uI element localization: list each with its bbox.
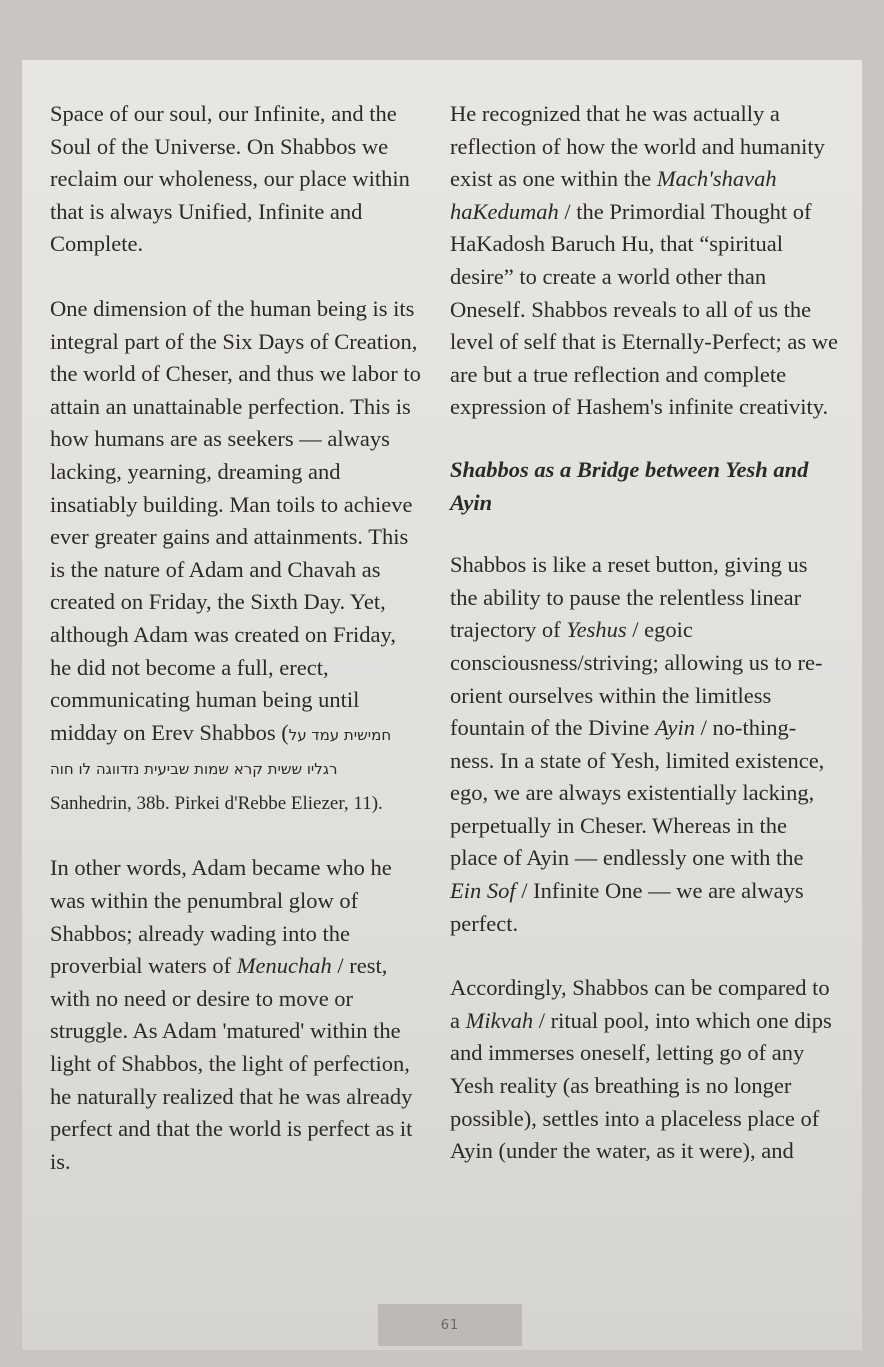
paragraph-text: / ritual pool, into which one dips and immerses oneself, letting go of any Yesh reality (as breathing is no longer possible), settles into a placeless place of Ayin (under the water, as it were), and — [450, 1007, 832, 1164]
paragraph-text: Accordingly, Shabbos can be compared to a — [450, 975, 830, 1033]
italic-term: Menuchah — [236, 953, 332, 979]
paragraph-text: / the Primordial Thought of HaKadosh Baruch Hu, that “spiritual desire” to create a world other than Oneself. Shabbos reveals to all of us the level of self that is Eternally-Perfect; as we are but a true reflection and complete expression of Hashem's infinite creativity. — [450, 198, 838, 420]
source-citation: Sanhedrin, 38b. Pirkei d'Rebbe Eliezer, 11). — [50, 792, 383, 814]
paragraph-text: / rest, with no need or desire to move or struggle. As Adam 'matured' within the light of Shabbos, the light of perfection, he naturally realized that he was already perfect and that the world is perfect as it is. — [50, 953, 413, 1174]
paragraph — [450, 972, 840, 1168]
paragraph-text: In other words, Adam became who he was within the penumbral glow of Shabbos; already wading into the proverbial waters of — [50, 855, 392, 979]
paragraph — [50, 293, 422, 821]
book-page — [22, 60, 862, 1350]
italic-term: Mach'shavah haKedumah — [450, 166, 777, 224]
page-number: 61 — [378, 1304, 522, 1346]
paragraph-text: One dimension of the human being is its integral part of the Six Days of Creation, the world of Cheser, and thus we labor to attain an unattainable perfection. This is how humans are as seekers — always lacking, yearning, dreaming and insatiably building. Man toils to achieve ever greater gains and attainments. This is the nature of Adam and Chavah as created on Friday, the Sixth Day. Yet, although Adam was created on Friday, he did not become a full, erect, communicating human being until midday on Erev Shabbos ( — [50, 295, 421, 745]
italic-term: Mikvah — [465, 1007, 534, 1033]
italic-term: Ein Sof — [450, 878, 516, 904]
left-column — [50, 98, 422, 1178]
paragraph-text: / no-thing-ness. In a state of Yesh, limited existence, ego, we are always existentially lacking, perpetually in Cheser. Whereas in the place of Ayin — endlessly one with the — [450, 715, 825, 871]
paragraph: Space of our soul, our Infinite, and the Soul of the Universe. On Shabbos we reclaim our wholeness, our place within that is always Unified, Infinite and Complete. — [50, 101, 410, 257]
paragraph — [450, 98, 840, 424]
paragraph-text: He recognized that he was actually a reflection of how the world and humanity exist as one within the — [450, 101, 825, 192]
hebrew-quote: חמישית עמד על רגליו ששית קרא שמות שביעית נזדווגה לו חוה — [50, 725, 392, 779]
paragraph-text: Shabbos is like a reset button, giving us the ability to pause the relentless linear trajectory of — [450, 552, 808, 643]
paragraph — [50, 852, 422, 1178]
italic-term: Yeshus — [566, 617, 627, 643]
right-column — [450, 98, 840, 1168]
paragraph-text: / egoic consciousness/striving; allowing us to re-orient ourselves within the limitless fountain of the Divine — [450, 617, 823, 741]
paragraph — [450, 549, 840, 940]
section-heading: Shabbos as a Bridge between Yesh and Ayin — [450, 456, 809, 515]
paragraph-text: / Infinite One — we are always perfect. — [450, 878, 804, 936]
italic-term: Ayin — [654, 715, 695, 741]
